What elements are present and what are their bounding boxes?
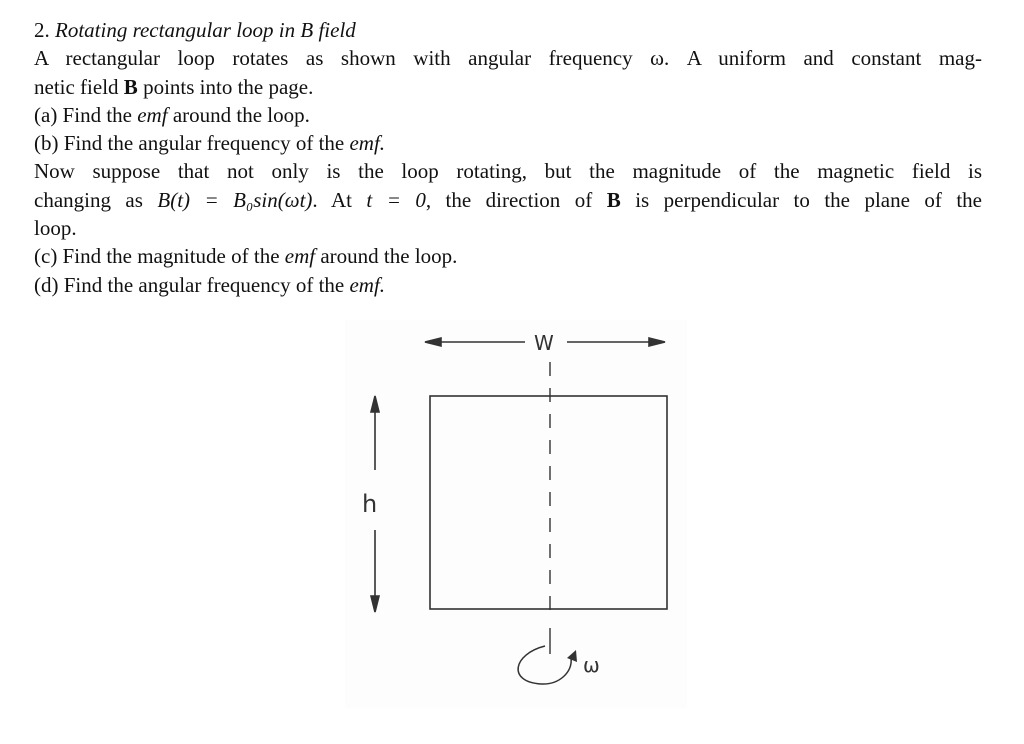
loop-diagram xyxy=(345,320,687,708)
problem-title: Rotating rectangular loop in B field xyxy=(55,18,356,42)
field-symbol-B: B xyxy=(123,74,138,99)
field-formula: B(t) = B₀sin(ωt) xyxy=(157,187,313,212)
now-suppose-line-2-mid2: , the direction of xyxy=(425,187,607,212)
part-d-emf: emf. xyxy=(349,272,386,297)
height-arrow-top-head xyxy=(371,396,379,412)
now-suppose-line-2-pre: changing as xyxy=(34,187,158,212)
now-suppose-line-2 xyxy=(34,186,982,214)
part-b xyxy=(34,129,982,157)
part-d xyxy=(34,271,982,299)
problem-number: 2. xyxy=(34,18,50,42)
part-c-emf: emf xyxy=(284,244,316,269)
part-d-pre: (d) Find the angular frequency of the xyxy=(34,272,350,297)
now-suppose-line-2-mid: . At xyxy=(312,187,367,212)
part-a-post: around the loop. xyxy=(167,102,310,127)
loop-figure xyxy=(345,320,687,708)
field-symbol-B-2: B xyxy=(606,187,621,212)
intro-line-1: A rectangular loop rotates as shown with angular frequency ω. A uniform and constant mag- xyxy=(34,46,982,71)
part-c xyxy=(34,242,982,270)
intro-line-2-post: points into the page. xyxy=(137,74,314,99)
part-c-post: around the loop. xyxy=(315,244,458,269)
width-arrow-left-head xyxy=(425,338,441,346)
rectangular-loop xyxy=(430,396,667,609)
width-label: W xyxy=(534,331,554,355)
rotation-arrow-head xyxy=(567,650,577,662)
part-b-pre: (b) Find the angular frequency of the xyxy=(34,131,350,156)
part-b-emf: emf. xyxy=(349,131,386,156)
height-label: h xyxy=(362,490,378,518)
time-zero: t = 0 xyxy=(366,187,426,212)
intro-line-2 xyxy=(34,73,982,101)
part-a-emf: emf xyxy=(137,102,168,127)
rotation-arrow xyxy=(518,646,571,684)
height-arrow-bottom-head xyxy=(371,596,379,612)
now-suppose-line-2-post: is perpendicular to the plane of the xyxy=(620,187,982,212)
width-arrow-right-head xyxy=(649,338,665,346)
now-suppose-line-3: loop. xyxy=(34,216,77,241)
intro-line-2-pre: netic field xyxy=(34,74,124,99)
part-c-pre: (c) Find the magnitude of the xyxy=(34,244,285,269)
part-a xyxy=(34,101,982,129)
omega-label: ω xyxy=(583,653,600,677)
problem-text xyxy=(34,16,982,299)
now-suppose-line-1: Now suppose that not only is the loop rotating, but the magnitude of the magnetic field is xyxy=(34,159,982,184)
problem-heading xyxy=(34,16,982,44)
part-a-pre: (a) Find the xyxy=(34,102,138,127)
